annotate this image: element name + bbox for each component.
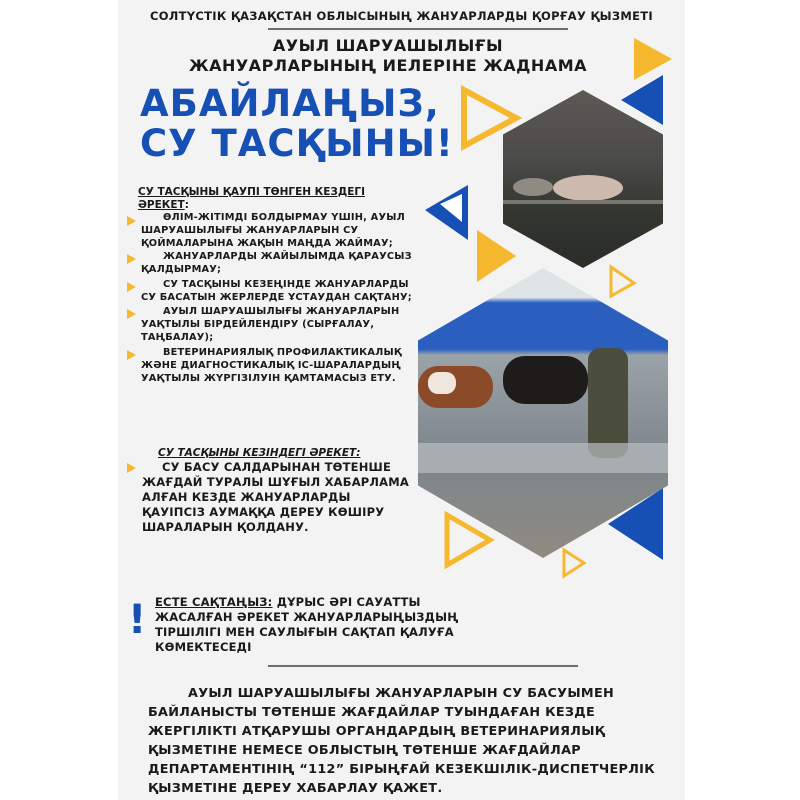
triangle-outline-small (611, 267, 634, 296)
section1-item-4: АУЫЛ ШАРУАШЫЛЫҒЫ ЖАНУАРЛАРЫН УАҚТЫЛЫ БІРДЕЙЛЕНДІРУ (СЫРҒАЛАУ, ТАҢБАЛАУ); (141, 306, 400, 343)
headline-line-1: АБАЙЛАҢЫЗ, (140, 82, 440, 125)
cow-black (503, 356, 588, 404)
section1-heading (138, 186, 418, 212)
section1-item-1: ӨЛІМ-ЖІТІМДІ БОЛДЫРМАУ ҮШІН, АУЫЛ ШАРУАШЫЛЫҒЫ ЖАНУАРЛАРЫН СУ ҚОЙМАЛАРЫНА ЖАҚЫН МАҢДА ЖАЙМАУ; (141, 212, 405, 249)
triangle-outline-tiny (564, 550, 584, 576)
bullet-3 (127, 282, 136, 292)
bullet-6 (127, 463, 136, 473)
herder-figure (588, 348, 628, 458)
bottom-divider (268, 665, 578, 667)
headline-line-2: СУ ТАСҚЫНЫ! (140, 122, 454, 165)
bullet-1 (127, 216, 136, 226)
triangle-yellow-mid (477, 230, 516, 282)
section1-item-2: ЖАНУАРЛАРДЫ ЖАЙЫЛЫМДА ҚАРАУСЫЗ ҚАЛДЫРМАУ; (141, 251, 412, 275)
exclamation-icon: ! (128, 597, 147, 643)
section2-heading: СУ ТАСҚЫНЫ КЕЗІНДЕГІ ӘРЕКЕТ: (158, 447, 361, 459)
section1-heading-line-2: ӘРЕКЕТ (138, 199, 185, 211)
bullet-4 (127, 309, 136, 319)
bullet-5 (127, 350, 136, 360)
section1-item-5: ВЕТЕРИНАРИЯЛЫҚ ПРОФИЛАКТИКАЛЫҚ ЖӘНЕ ДИАГНОСТИКАЛЫҚ ІС-ШАРАЛАРДЫҢ УАҚТЫЛЫ ЖҮРГІЗІЛУІН ҚАМТАМАСЫЗ ЕТУ. (141, 347, 402, 384)
section2-text: СУ БАСУ САЛДАРЫНАН ТӨТЕНШЕ ЖАҒДАЙ ТУРАЛЫ ШҰҒЫЛ ХАБАРЛАМА АЛҒАН КЕЗДЕ ЖАНУАРЛАРДЫ ҚАУІПСІЗ АУМАҚҚА ДЕРЕУ КӨШІРУ ШАРАЛАРЫН ҚОЛДАНУ. (142, 460, 410, 534)
remember-label: ЕСТЕ САҚТАҢЫЗ: (155, 595, 273, 609)
poster (118, 0, 685, 800)
debris-shape (513, 178, 553, 196)
splash-shape (418, 443, 668, 473)
bullet-2 (127, 254, 136, 264)
remember-text: ДҰРЫС ӘРІ САУАТТЫ ЖАСАЛҒАН ӘРЕКЕТ ЖАНУАРЛАРЫҢЫЗДЫҢ ТІРШІЛІГІ МЕН САУЛЫҒЫН САҚТАП ҚАЛУҒА КӨМЕКТЕСЕДІ (155, 595, 459, 654)
triangle-yellow-top (634, 38, 672, 80)
subtitle-line-2: ЖАНУАРЛАРЫНЫҢ ИЕЛЕРІНЕ ЖАДНАМА (188, 56, 588, 75)
section1-heading-colon: : (184, 199, 189, 211)
pig-shape (553, 175, 623, 201)
water-ripple (503, 200, 663, 204)
subtitle-line-1: АУЫЛ ШАРУАШЫЛЫҒЫ (272, 36, 504, 55)
section1-heading-line-1: СУ ТАСҚЫНЫ ҚАУПІ ТӨНГЕН КЕЗДЕГІ (138, 186, 366, 198)
section1-item-3: СУ ТАСҚЫНЫ КЕЗЕҢІНДЕ ЖАНУАРЛАРДЫ СУ БАСАТЫН ЖЕРЛЕРДЕ ҰСТАУДАН САҚТАНУ; (141, 279, 412, 303)
bottom-notice: АУЫЛ ШАРУАШЫЛЫҒЫ ЖАНУАРЛАРЫН СУ БАСУЫМЕН БАЙЛАНЫСТЫ ТӨТЕНШЕ ЖАҒДАЙЛАР ТУЫНДАҒАН КЕЗДЕ ЖЕРГІЛІКТІ АТҚАРУШЫ ОРГАНДАРДЫҢ ВЕТЕРИНАРИЯЛЫҚ ҚЫЗМЕТІНЕ НЕМЕСЕ ОБЛЫСТЫҢ ТӨТЕНШЕ ЖАҒДАЙЛАР ДЕПАРТАМЕНТІНІҢ “112” БІРЫҢҒАЙ КЕЗЕКШІЛІК-ДИСПЕТЧЕРЛІК ҚЫЗМЕТІНЕ ДЕРЕУ ХАБАРЛАУ ҚАЖЕТ. (148, 686, 655, 796)
organization-title: СОЛТҮСТІК ҚАЗАҚСТАН ОБЛЫСЫНЫҢ ЖАНУАРЛАРДЫ ҚОРҒАУ ҚЫЗМЕТІ (149, 9, 653, 23)
cow-white-patch (428, 372, 456, 394)
remember-block (155, 595, 495, 655)
